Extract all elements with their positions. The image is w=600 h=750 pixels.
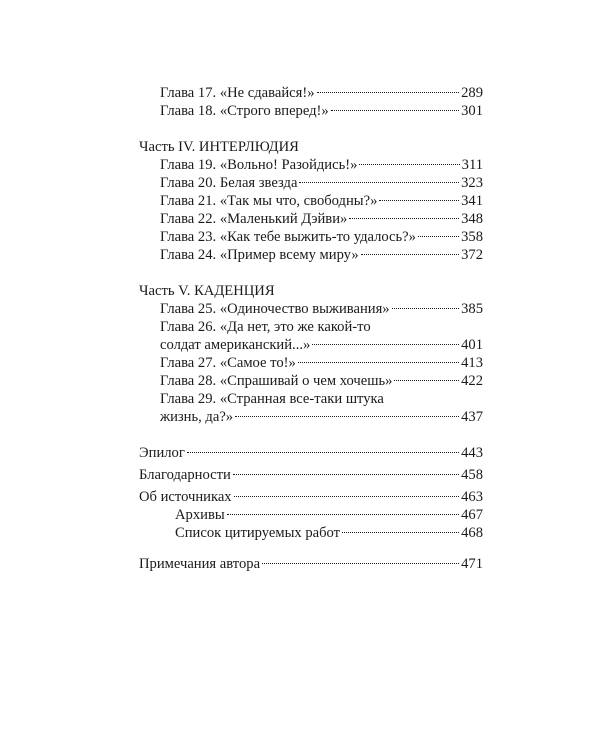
page-number: 301: [461, 103, 483, 119]
page-number: 358: [461, 229, 483, 245]
entry-title: Эпилог: [139, 445, 185, 461]
toc-entry-sources: [139, 488, 483, 506]
dot-leader: [379, 200, 459, 201]
dot-leader: [359, 164, 459, 165]
toc-entry-chapter-25: [139, 300, 483, 318]
toc-entry-chapter-21: [139, 192, 483, 210]
entry-title: Примечания автора: [139, 556, 261, 572]
chapter-title: Глава 24. «Пример всему миру»: [160, 247, 359, 263]
dot-leader: [418, 236, 459, 237]
dot-leader: [312, 344, 459, 345]
dot-leader: [394, 380, 459, 381]
page-number: 323: [461, 175, 483, 191]
chapter-title-continued: солдат американский...»: [160, 337, 311, 353]
toc-entry-chapter-20: [139, 174, 483, 192]
chapter-title: Глава 21. «Так мы что, свободны?»: [160, 193, 378, 209]
chapter-title: Глава 20. Белая звезда: [160, 175, 298, 191]
dot-leader: [317, 92, 460, 93]
page-number: 443: [461, 445, 483, 461]
chapter-title: Глава 23. «Как тебе выжить-то удалось?»: [160, 229, 416, 245]
toc-entry-chapter-29: [139, 390, 483, 426]
chapter-title: Глава 18. «Строго вперед!»: [160, 103, 329, 119]
dot-leader: [342, 532, 459, 533]
dot-leader: [298, 362, 459, 363]
chapter-title-line-2: [139, 336, 483, 354]
dot-leader: [187, 452, 459, 453]
chapter-title: Глава 25. «Одиночество выживания»: [160, 301, 390, 317]
chapter-title-continued: жизнь, да?»: [160, 409, 234, 425]
dot-leader: [349, 218, 459, 219]
toc-entry-chapter-23: [139, 228, 483, 246]
toc-entry-chapter-19: [139, 156, 483, 174]
part-heading-iv: Часть IV. ИНТЕРЛЮДИЯ: [139, 139, 299, 155]
page-number: 341: [461, 193, 483, 209]
chapter-title: Глава 28. «Спрашивай о чем хочешь»: [160, 373, 393, 389]
dot-leader: [392, 308, 460, 309]
chapter-title-line-1: [139, 390, 483, 408]
page-number: 413: [461, 355, 483, 371]
dot-leader: [234, 496, 460, 497]
chapter-title-line-2: [139, 408, 483, 426]
entry-title: Архивы: [175, 507, 225, 523]
toc-entry-chapter-27: [139, 354, 483, 372]
chapter-title: Глава 29. «Странная все-таки штука: [160, 391, 384, 407]
page-number: 471: [461, 556, 483, 572]
chapter-title: Глава 26. «Да нет, это же какой-то: [160, 319, 371, 335]
dot-leader: [299, 182, 459, 183]
page-number: 422: [461, 373, 483, 389]
toc-entry-works-cited: [139, 524, 483, 542]
page-number: 385: [461, 301, 483, 317]
toc-entry-chapter-22: [139, 210, 483, 228]
dot-leader: [262, 563, 459, 564]
table-of-contents: [139, 84, 483, 573]
toc-entry-chapter-28: [139, 372, 483, 390]
toc-entry-chapter-17: [139, 84, 483, 102]
toc-entry-chapter-24: [139, 246, 483, 264]
dot-leader: [235, 416, 459, 417]
page-number: 289: [461, 85, 483, 101]
dot-leader: [331, 110, 459, 111]
toc-entry-archives: [139, 506, 483, 524]
dot-leader: [233, 474, 459, 475]
chapter-title-line-1: [139, 318, 483, 336]
toc-entry-author-notes: [139, 555, 483, 573]
dot-leader: [361, 254, 459, 255]
page-number: 458: [461, 467, 483, 483]
page-number: 467: [461, 507, 483, 523]
entry-title: Об источниках: [139, 489, 232, 505]
toc-entry-epilogue: [139, 444, 483, 462]
chapter-title: Глава 27. «Самое то!»: [160, 355, 296, 371]
page-number: 401: [461, 337, 483, 353]
toc-entry-acknowledgments: [139, 466, 483, 484]
page-number: 468: [461, 525, 483, 541]
page-number: 437: [461, 409, 483, 425]
toc-entry-chapter-18: [139, 102, 483, 120]
chapter-title: Глава 22. «Маленький Дэйви»: [160, 211, 348, 227]
chapter-title: Глава 19. «Вольно! Разойдись!»: [160, 157, 358, 173]
page-number: 463: [461, 489, 483, 505]
page-number: 372: [461, 247, 483, 263]
part-heading-v: Часть V. КАДЕНЦИЯ: [139, 283, 275, 299]
page-number: 311: [461, 157, 483, 173]
dot-leader: [227, 514, 459, 515]
chapter-title: Глава 17. «Не сдавайся!»: [160, 85, 315, 101]
toc-entry-chapter-26: [139, 318, 483, 354]
entry-title: Благодарности: [139, 467, 231, 483]
page-number: 348: [461, 211, 483, 227]
entry-title: Список цитируемых работ: [175, 525, 341, 541]
